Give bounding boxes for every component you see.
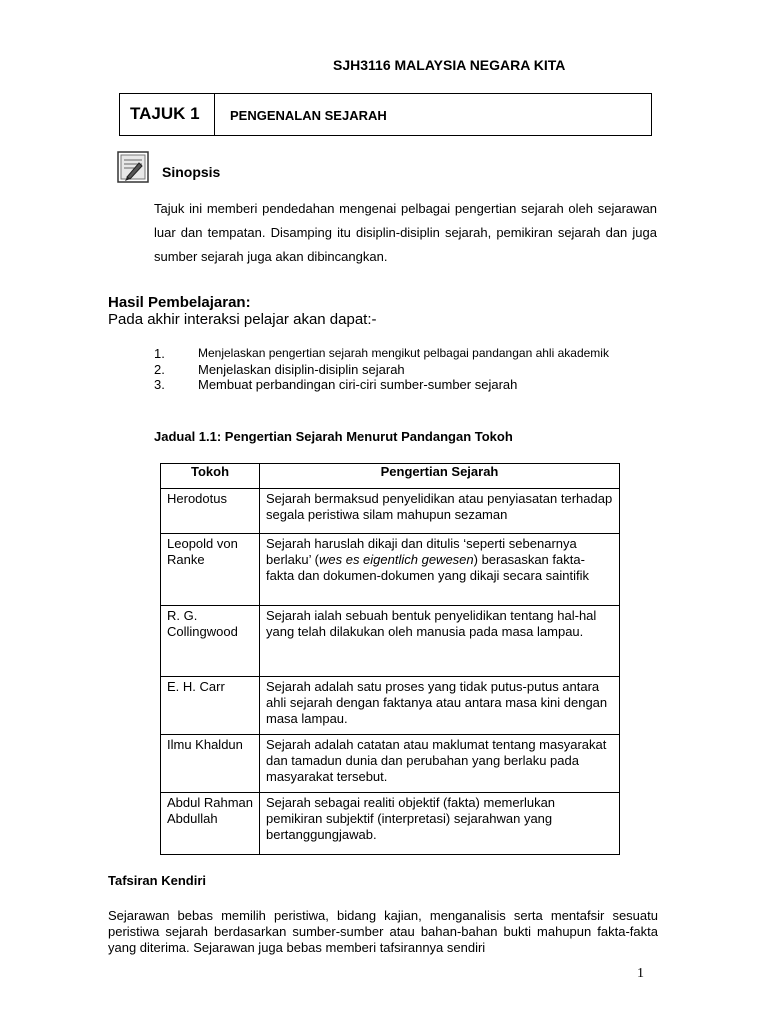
table-cell-definition: Sejarah adalah catatan atau maklumat tentang masyarakat dan tamadun dunia dan perubahan yang berlaku pada masyarakat tersebut. (260, 735, 620, 793)
table-cell-name: E. H. Carr (161, 677, 260, 735)
list-item-text: Menjelaskan pengertian sejarah mengikut pelbagai pandangan ahli akademik (198, 346, 609, 360)
course-header: SJH3116 MALAYSIA NEGARA KITA (333, 57, 566, 73)
synopsis-text: Tajuk ini memberi pendedahan mengenai pelbagai pengertian sejarah oleh sejarawan luar dan tempatan. Disamping itu disiplin-disiplin sejarah, pemikiran sejarah dan juga sumber sejarah juga akan dibincangkan. (154, 201, 657, 264)
definition-text: ) berasaskan fakta-fakta dan dokumen-dokumen yang dikaji secara saintifik (266, 552, 590, 583)
list-item-number: 3. (154, 377, 165, 392)
learning-outcomes-title: Hasil Pembelajaran: (108, 294, 251, 311)
document-pen-icon (117, 151, 149, 183)
learning-outcomes-intro: Pada akhir interaksi pelajar akan dapat:- (108, 311, 377, 328)
table-row (161, 793, 620, 855)
table-row (161, 677, 620, 735)
table-row (161, 735, 620, 793)
table-cell-definition: Sejarah sebagai realiti objektif (fakta) memerlukan pemikiran subjektif (interpretasi) sejarahwan yang bertanggungjawab. (260, 793, 620, 855)
table-header-row (161, 464, 620, 489)
list-item-number: 1. (154, 346, 165, 361)
table-row (161, 534, 620, 606)
self-interpretation-text: Sejarawan bebas memilih peristiwa, bidang kajian, menganalisis serta mentafsir sesuatu peristiwa sejarah berdasarkan sumber-sumber atau bahan-bahan bukti mahupun fakta-fakta yang diterima. Sejarawan juga bebas memberi tafsirannya sendiri (108, 908, 658, 955)
self-interpretation-title: Tafsiran Kendiri (108, 873, 207, 888)
definition-text: Sejarah haruslah dikaji dan ditulis ‘seperti sebenarnya berlaku’ ( (266, 536, 577, 567)
list-item-text: Menjelaskan disiplin-disiplin sejarah (198, 362, 405, 377)
topic-box (119, 93, 652, 136)
list-item-number: 2. (154, 362, 165, 377)
synopsis-title: Sinopsis (162, 164, 221, 180)
table-cell-name: R. G. Collingwood (161, 606, 260, 677)
list-item-text: Membuat perbandingan ciri-ciri sumber-sumber sejarah (198, 377, 518, 392)
table-cell-definition: Sejarah bermaksud penyelidikan atau penyiasatan terhadap segala peristiwa silam mahupun sezaman (260, 489, 620, 534)
table-cell-definition: Sejarah adalah satu proses yang tidak putus-putus antara ahli sejarah dengan faktanya atau antara masa kini dengan masa lampau. (260, 677, 620, 735)
table-cell-name: Leopold von Ranke (161, 534, 260, 606)
topic-divider (214, 94, 215, 135)
table-cell-definition: Sejarah ialah sebuah bentuk penyelidikan tentang hal-hal yang telah dilakukan oleh manusia pada masa lampau. (260, 606, 620, 677)
topic-label: TAJUK 1 (130, 104, 200, 123)
definitions-table (160, 463, 620, 855)
definition-emphasis: wes es eigentlich gewesen (318, 552, 474, 567)
table-cell-name: Ilmu Khaldun (161, 735, 260, 793)
table-cell-name: Abdul Rahman Abdullah (161, 793, 260, 855)
column-header-tokoh: Tokoh (161, 464, 260, 489)
table-cell-name: Herodotus (161, 489, 260, 534)
table-row (161, 489, 620, 534)
table-caption: Jadual 1.1: Pengertian Sejarah Menurut Pandangan Tokoh (154, 429, 513, 444)
topic-title: PENGENALAN SEJARAH (230, 108, 387, 123)
page-number: 1 (637, 966, 644, 981)
column-header-pengertian: Pengertian Sejarah (260, 464, 620, 489)
table-row (161, 606, 620, 677)
table-cell-definition (260, 534, 620, 606)
